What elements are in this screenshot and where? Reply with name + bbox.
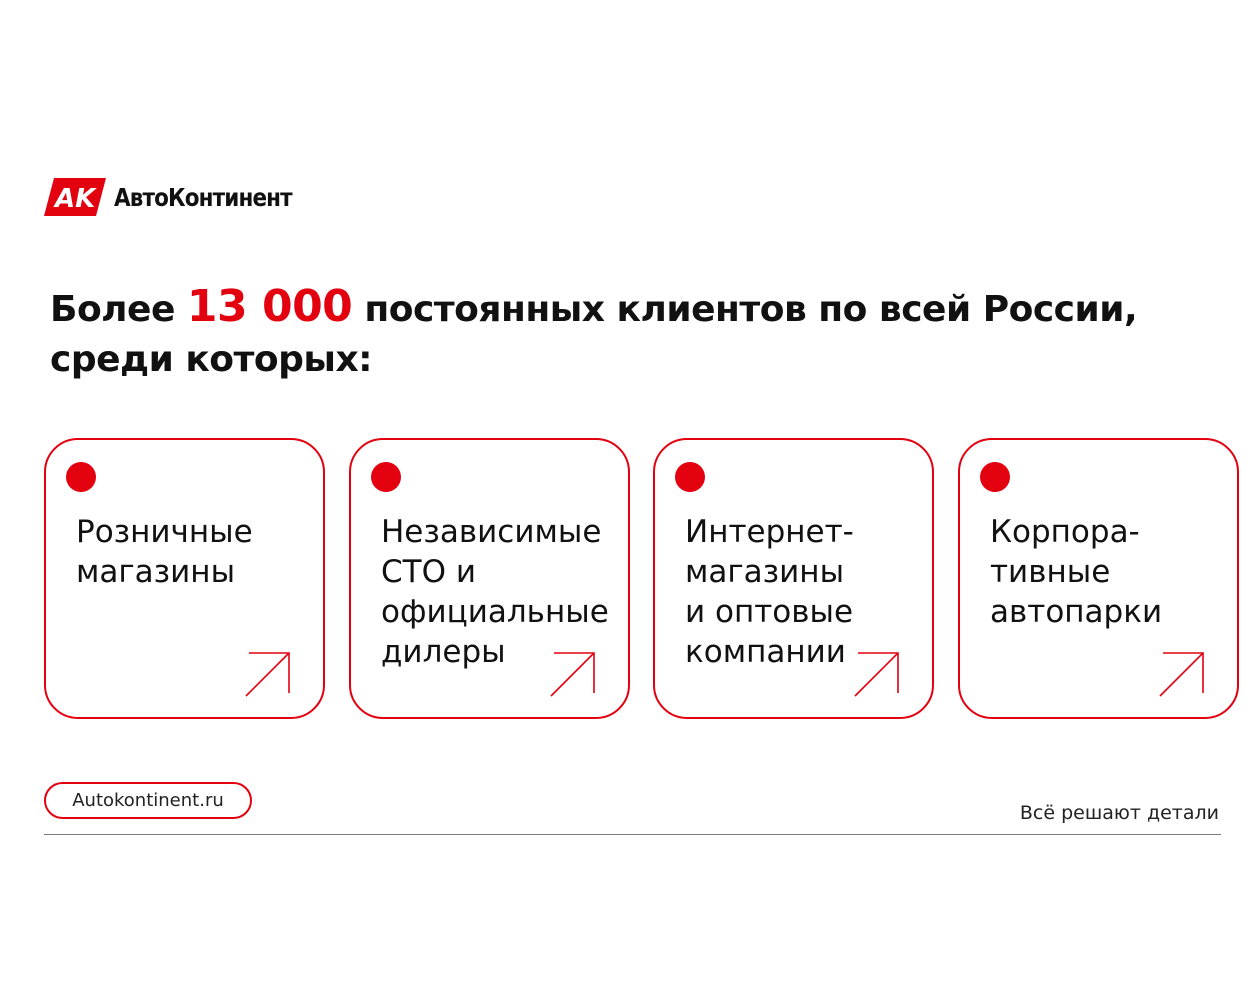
brand-logo (44, 178, 321, 216)
headline-line2: среди которых: (50, 339, 373, 380)
website-link[interactable]: Autokontinent.ru (44, 782, 252, 819)
segment-card-service-dealers[interactable] (349, 438, 630, 719)
headline-prefix: Более (50, 289, 187, 330)
segment-card-label: Интернет- магазины и оптовые компании (685, 514, 854, 670)
arrow-up-right-icon[interactable] (854, 651, 900, 697)
tagline: Всё решают детали (1019, 802, 1219, 824)
bullet-dot-icon (675, 462, 705, 492)
headline-line1-rest: постоянных клиентов по всей России, (352, 289, 1138, 330)
segment-card-label: Независимые СТО и официальные дилеры (381, 514, 609, 670)
brand-name: АвтоКонтинент (114, 182, 292, 212)
arrow-up-right-icon[interactable] (1159, 651, 1205, 697)
arrow-up-right-icon[interactable] (550, 651, 596, 697)
headline (50, 282, 1210, 385)
footer-divider (44, 834, 1221, 835)
svg-text:AK: AK (55, 184, 96, 214)
bullet-dot-icon (980, 462, 1010, 492)
headline-highlight-number: 13 000 (186, 281, 353, 332)
ak-logo-mark (44, 178, 106, 216)
segment-card-retail[interactable] (44, 438, 325, 719)
segment-card-corporate-fleets[interactable] (958, 438, 1239, 719)
bullet-dot-icon (371, 462, 401, 492)
segment-card-online-wholesale[interactable] (653, 438, 934, 719)
segment-card-label: Розничные магазины (76, 514, 253, 590)
bullet-dot-icon (66, 462, 96, 492)
segment-card-label: Корпора- тивные автопарки (990, 514, 1163, 630)
arrow-up-right-icon[interactable] (245, 651, 291, 697)
